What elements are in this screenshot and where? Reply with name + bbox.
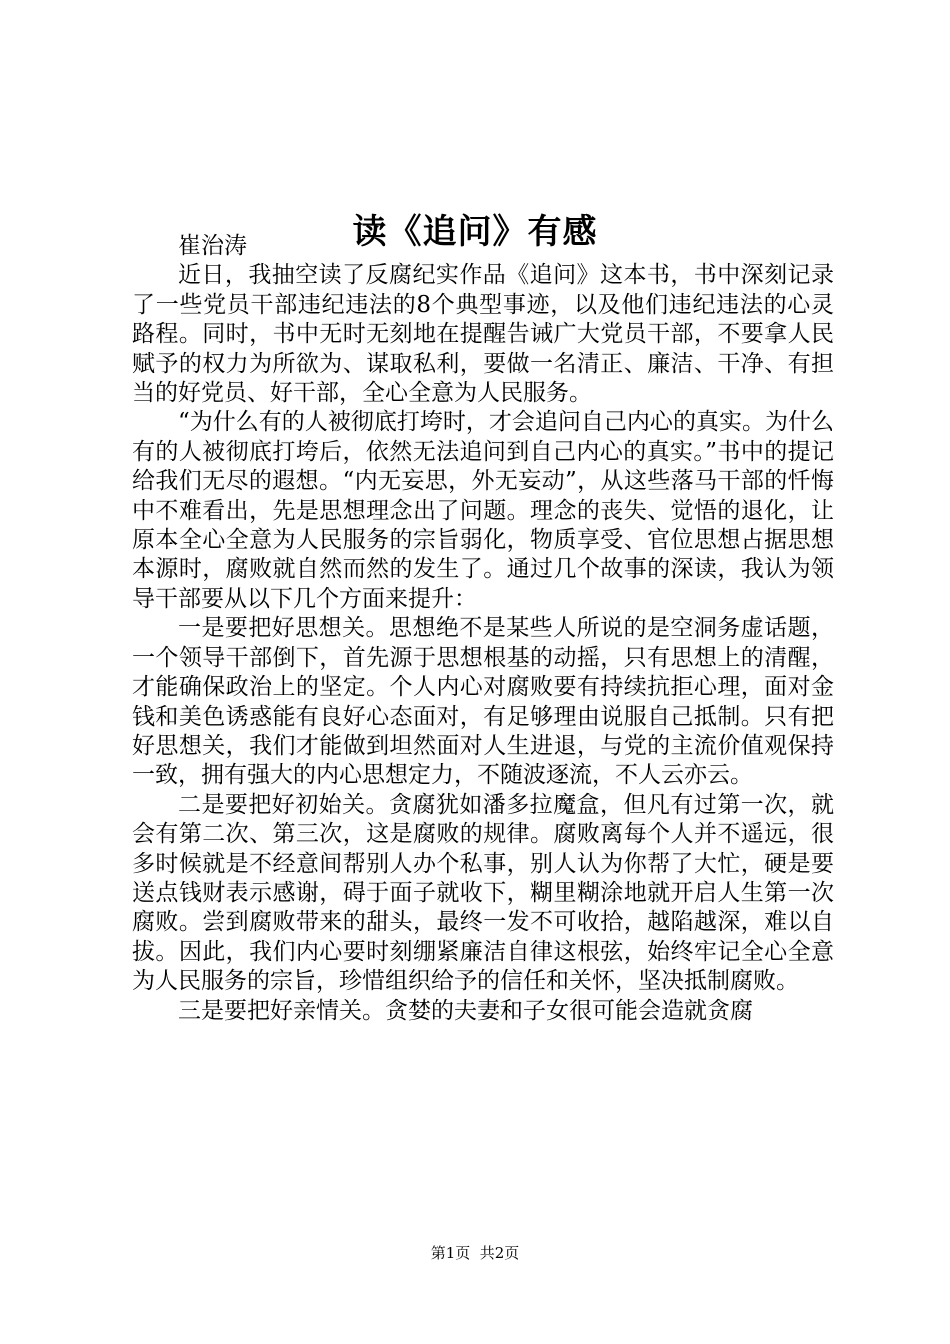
paragraph-1: 近日，我抽空读了反腐纪实作品《追问》这本书，书中深刻记录了一些党员干部违纪违法的8个典型事迹，以及他们违纪违法的心灵路程。同时，书中无时无刻地在提醒告诫广大党员干部，不要拿人民赋予的权力为所欲为、谋取私利，要做一名清正、廉洁、干净、有担当的好党员、好干部，全心全意为人民服务。: [132, 262, 834, 407]
author-name: 崔治涛: [178, 233, 247, 259]
paragraph-3: 一是要把好思想关。思想绝不是某些人所说的是空洞务虚话题，一个领导干部倒下，首先源于思想根基的动摇，只有思想上的清醒，才能确保政治上的坚定。个人内心对腐败要有持续抗拒心理，面对金钱和美色诱惑能有良好心态面对，有足够理由说服自己抵制。只有把好思想关，我们才能做到坦然面对人生进退，与党的主流价值观保持一致，拥有强大的内心思想定力，不随波逐流，不人云亦云。: [132, 615, 834, 789]
paragraph-2: “为什么有的人被彻底打垮时，才会追问自己内心的真实。为什么有的人被彻底打垮后，依然无法追问到自己内心的真实。”书中的提记给我们无尽的遐想。“内无妄思，外无妄动”，从这些落马干部的忏悔中不难看出，先是思想理念出了问题。理念的丧失、觉悟的退化，让原本全心全意为人民服务的宗旨弱化，物质享受、官位思想占据思想本源时，腐败就自然而然的发生了。通过几个故事的深读，我认为领导干部要从以下几个方面来提升：: [132, 409, 834, 612]
paragraph-5: 三是要把好亲情关。贪婪的夫妻和子女很可能会造就贪腐: [178, 997, 753, 1024]
paragraph-4: 二是要把好初始关。贪腐犹如潘多拉魔盒，但凡有过第一次，就会有第二次、第三次，这是腐败的规律。腐败离每个人并不遥远，很多时候就是不经意间帮别人办个私事，别人认为你帮了大忙，硬是要送点钱财表示感谢，碍于面子就收下，糊里糊涂地就开启人生第一次腐败。尝到腐败带来的甜头，最终一发不可收拾，越陷越深，难以自拔。因此，我们内心要时刻绷紧廉洁自律这根弦，始终牢记全心全意为人民服务的宗旨，珍惜组织给予的信任和关怀，坚决抵制腐败。: [132, 791, 834, 995]
page-footer: 第1页 共2页: [430, 1244, 520, 1262]
page-title: 读《追问》有感: [352, 211, 598, 252]
document-body: [132, 232, 834, 1026]
